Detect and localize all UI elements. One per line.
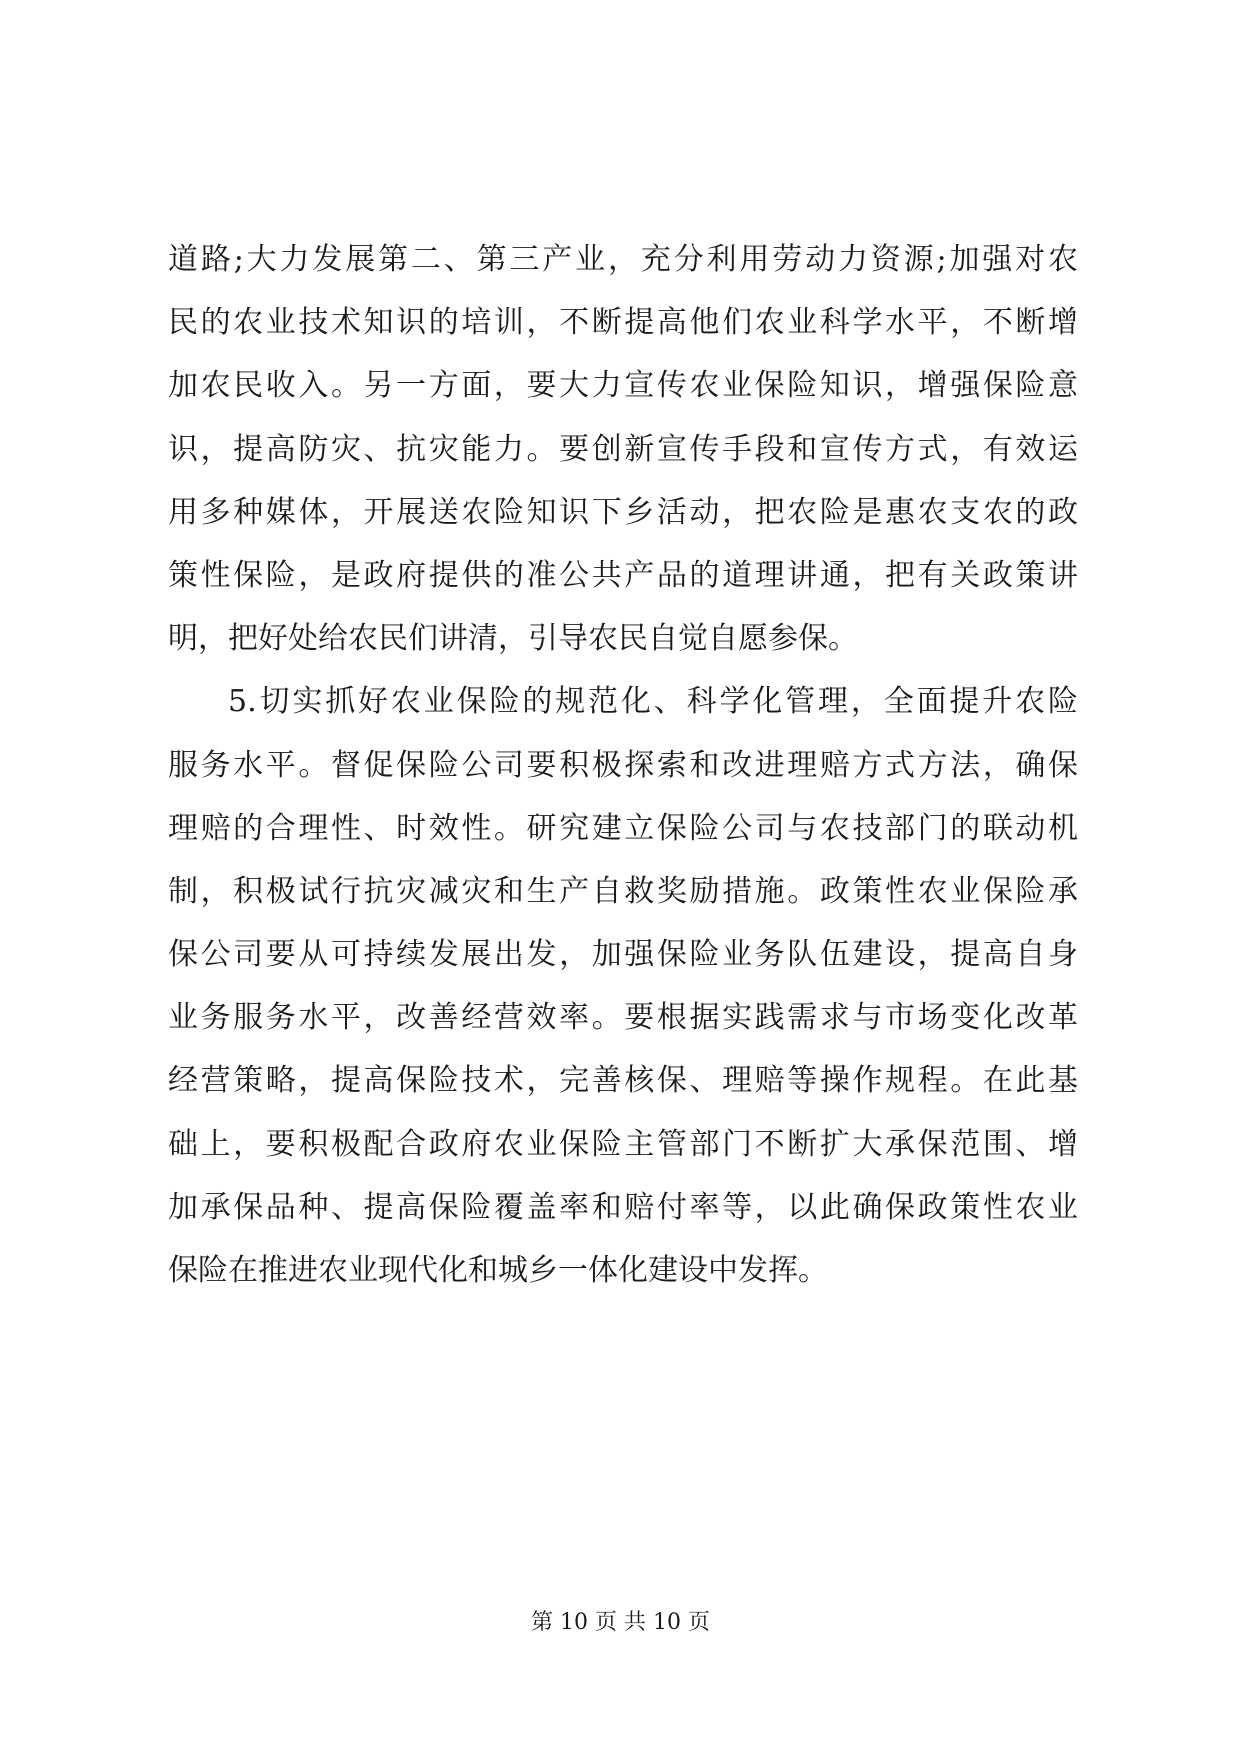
text-line: 用多种媒体，开展送农险知识下乡活动，把农险是惠农支农的政 (168, 494, 1078, 530)
text-line: 5.切实抓好农业保险的规范化、科学化管理，全面提升农险 (228, 684, 1078, 720)
text-line: 道路;大力发展第二、第三产业，充分利用劳动力资源;加强对农 (168, 242, 1078, 277)
text-line: 业务服务水平，改善经营效率。要根据实践需求与市场变化改革 (168, 1000, 1078, 1036)
text-line: 明，把好处给农民们讲清，引导农民自觉自愿参保。 (168, 621, 858, 657)
text-line: 础上，要积极配合政府农业保险主管部门不断扩大承保范围、增 (168, 1126, 1078, 1162)
text-line: 服务水平。督促保险公司要积极探索和改进理赔方式方法，确保 (168, 747, 1078, 783)
text-line: 理赔的合理性、时效性。研究建立保险公司与农技部门的联动机 (168, 810, 1078, 846)
text-line: 保险在推进农业现代化和城乡一体化建设中发挥。 (168, 1253, 828, 1288)
text-line: 加承保品种、提高保险覆盖率和赔付率等，以此确保政策性农业 (168, 1189, 1078, 1225)
text-line: 加农民收入。另一方面，要大力宣传农业保险知识，增强保险意 (168, 368, 1078, 404)
text-line: 识，提高防灾、抗灾能力。要创新宣传手段和宣传方式，有效运 (168, 431, 1078, 467)
document-body (168, 228, 1078, 1302)
text-line: 制，积极试行抗灾减灾和生产自救奖励措施。政策性农业保险承 (168, 873, 1078, 909)
text-line: 策性保险，是政府提供的准公共产品的道理讲通，把有关政策讲 (168, 557, 1078, 593)
text-line: 保公司要从可持续发展出发，加强保险业务队伍建设，提高自身 (168, 937, 1078, 973)
text-line: 经营策略，提高保险技术，完善核保、理赔等操作规程。在此基 (168, 1063, 1078, 1099)
text-line: 民的农业技术知识的培训，不断提高他们农业科学水平，不断增 (168, 305, 1078, 341)
page-number-footer: 第 10 页 共 10 页 (531, 1610, 710, 1635)
